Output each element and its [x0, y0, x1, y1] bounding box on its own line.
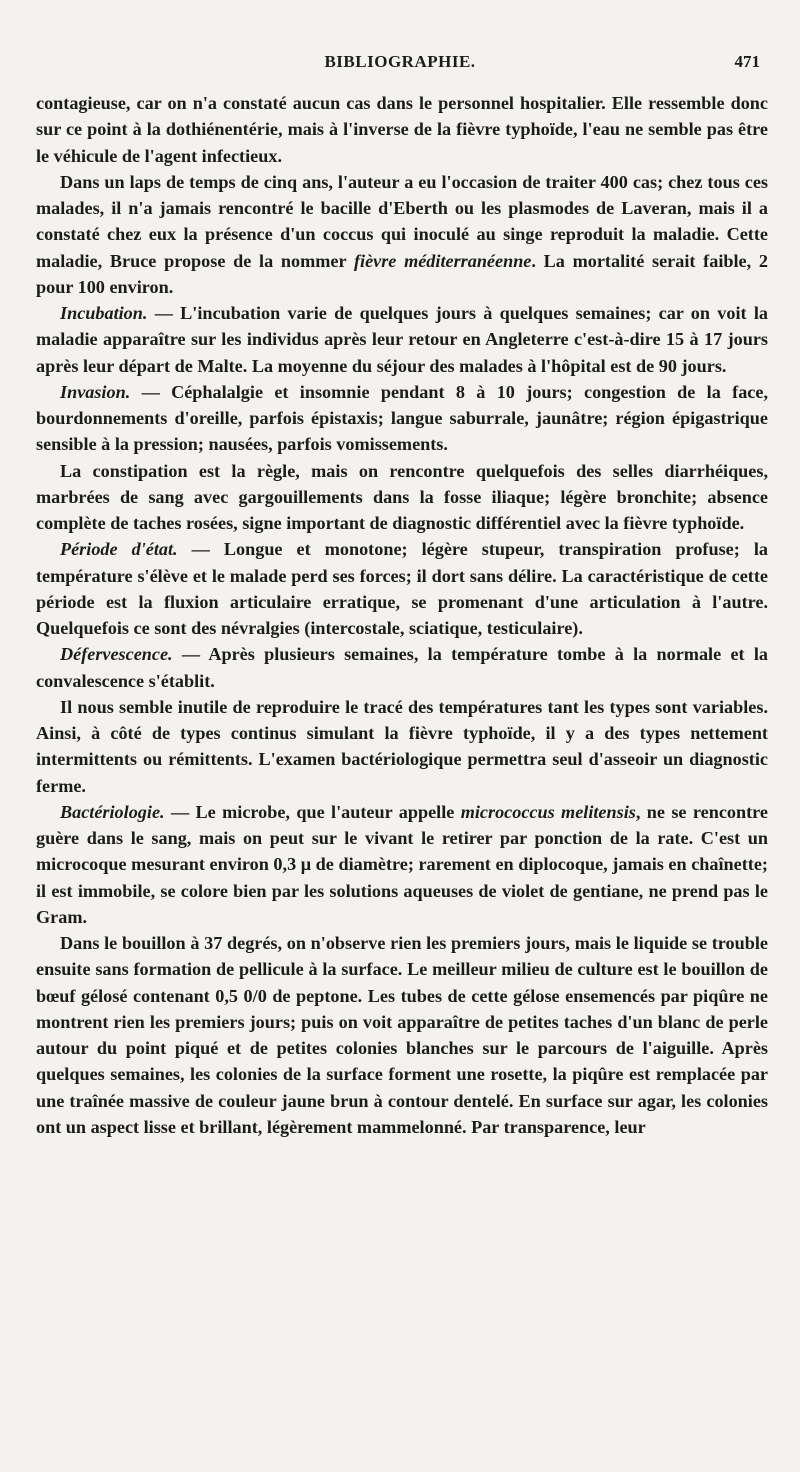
section-heading: Invasion.: [60, 381, 131, 402]
page-number: 471: [734, 52, 760, 71]
paragraph-cases: Dans un laps de temps de cinq ans, l'auteur a eu l'occasion de traiter 400 cas; chez tous ces malades, il n'a jamais rencontré le bacille d'Eberth ou les plasmodes de Laveran, mais il a constaté chez eux la présence d'un coccus qui inoculé au singe reproduit la maladie. Cette maladie, Bruce propose de la nommer fièvre méditerranéenne. La mortalité serait faible, 2 pour 100 environ.: [36, 171, 768, 297]
page-header: [36, 52, 764, 76]
paragraph-incubation: Incubation. — L'incubation varie de quelques jours à quelques semaines; car on voit la maladie apparaître sur les individus après leur retour en Angleterre c'est-à-dire 15 à 17 jours après leur départ de Malte. La moyenne du séjour des malades à l'hôpital est de 90 jours.: [36, 303, 768, 376]
paragraph-contagion: contagieuse, car on n'a constaté aucun cas dans le personnel hospitalier. Elle ressemble donc sur ce point à la dothiénentérie, mais à l'inverse de la fièvre typhoïde, l'eau ne semble pas être le véhicule de l'agent infectieux.: [36, 93, 768, 166]
microbe-name: micrococcus melitensis: [460, 801, 636, 822]
section-heading: Bactériologie.: [60, 801, 165, 822]
section-heading: Incubation.: [60, 303, 148, 323]
paragraph-culture: Dans le bouillon à 37 degrés, on n'observe rien les premiers jours, mais le liquide se trouble ensuite sans formation de pellicule à la surface. Le meilleur milieu de culture est le bouillon de bœuf gélosé contenant 0,5 0/0 de peptone. Les tubes de cette gélose ensemencés par piqûre ne montrent rien les premiers jours; puis on voit apparaître de petites taches d'un blanc de perle autour du point piqué et de petites colonies blanches sur le parcours de l'aiguille. Après quelques semaines, les colonies de la surface forment une rosette, la piqûre est remplacée par une traînée massive de couleur jaune brun à contour dentelé. En surface sur agar, les colonies ont un aspect lisse et brillant, légèrement mammelonné. Par transparence, leur: [36, 933, 768, 1137]
body-text: [36, 90, 768, 1140]
paragraph-defervescence: Défervescence. — Après plusieurs semaines, la température tombe à la normale et la convalescence s'établit.: [36, 644, 768, 691]
section-heading: Période d'état.: [60, 539, 178, 560]
section-heading: Défervescence.: [60, 644, 173, 665]
paragraph-constipation: La constipation est la règle, mais on rencontre quelquefois des selles diarrhéiques, marbrées de sang avec gargouillements dans la fosse iliaque; légère bronchite; absence complète de taches rosées, signe important de diagnostic différentiel avec la fièvre typhoïde.: [36, 460, 768, 533]
paragraph-periode-etat: Période d'état. — Longue et monotone; légère stupeur, transpiration profuse; la température s'élève et le malade perd ses forces; il dort sans délire. La caractéristique de cette période est la fluxion articulaire erratique, se promenant d'une articulation à l'autre. Quelquefois ce sont des névralgies (intercostale, sciatique, testiculaire).: [36, 539, 768, 638]
running-head: BIBLIOGRAPHIE.: [324, 52, 476, 71]
disease-name: fièvre méditerranéenne: [353, 250, 532, 271]
paragraph-invasion: Invasion. — Céphalalgie et insomnie pendant 8 à 10 jours; congestion de la face, bourdonnements d'oreille, parfois épistaxis; langue saburrale, jaunâtre; région épigastrique sensible à la pression; nausées, parfois vomissements.: [36, 381, 768, 455]
paragraph-bacteriologie: Bactériologie. — Le microbe, que l'auteur appelle micrococcus melitensis, ne se rencontre guère dans le sang, mais on peut sur le vivant le retirer par ponction de la rate. C'est un microcoque mesurant environ 0,3 μ de diamètre; rarement en diplocoque, jamais en chaînette; il est immobile, se colore bien par les solutions aqueuses de violet de gentiane, ne prend pas le Gram.: [36, 801, 768, 927]
paragraph-temperatures: Il nous semble inutile de reproduire le tracé des températures tant les types sont variables. Ainsi, à côté de types continus simulant la fièvre typhoïde, il y a des types nettement intermittents ou rémittents. L'examen bactériologique permettra seul d'asseoir un diagnostic ferme.: [36, 696, 768, 796]
